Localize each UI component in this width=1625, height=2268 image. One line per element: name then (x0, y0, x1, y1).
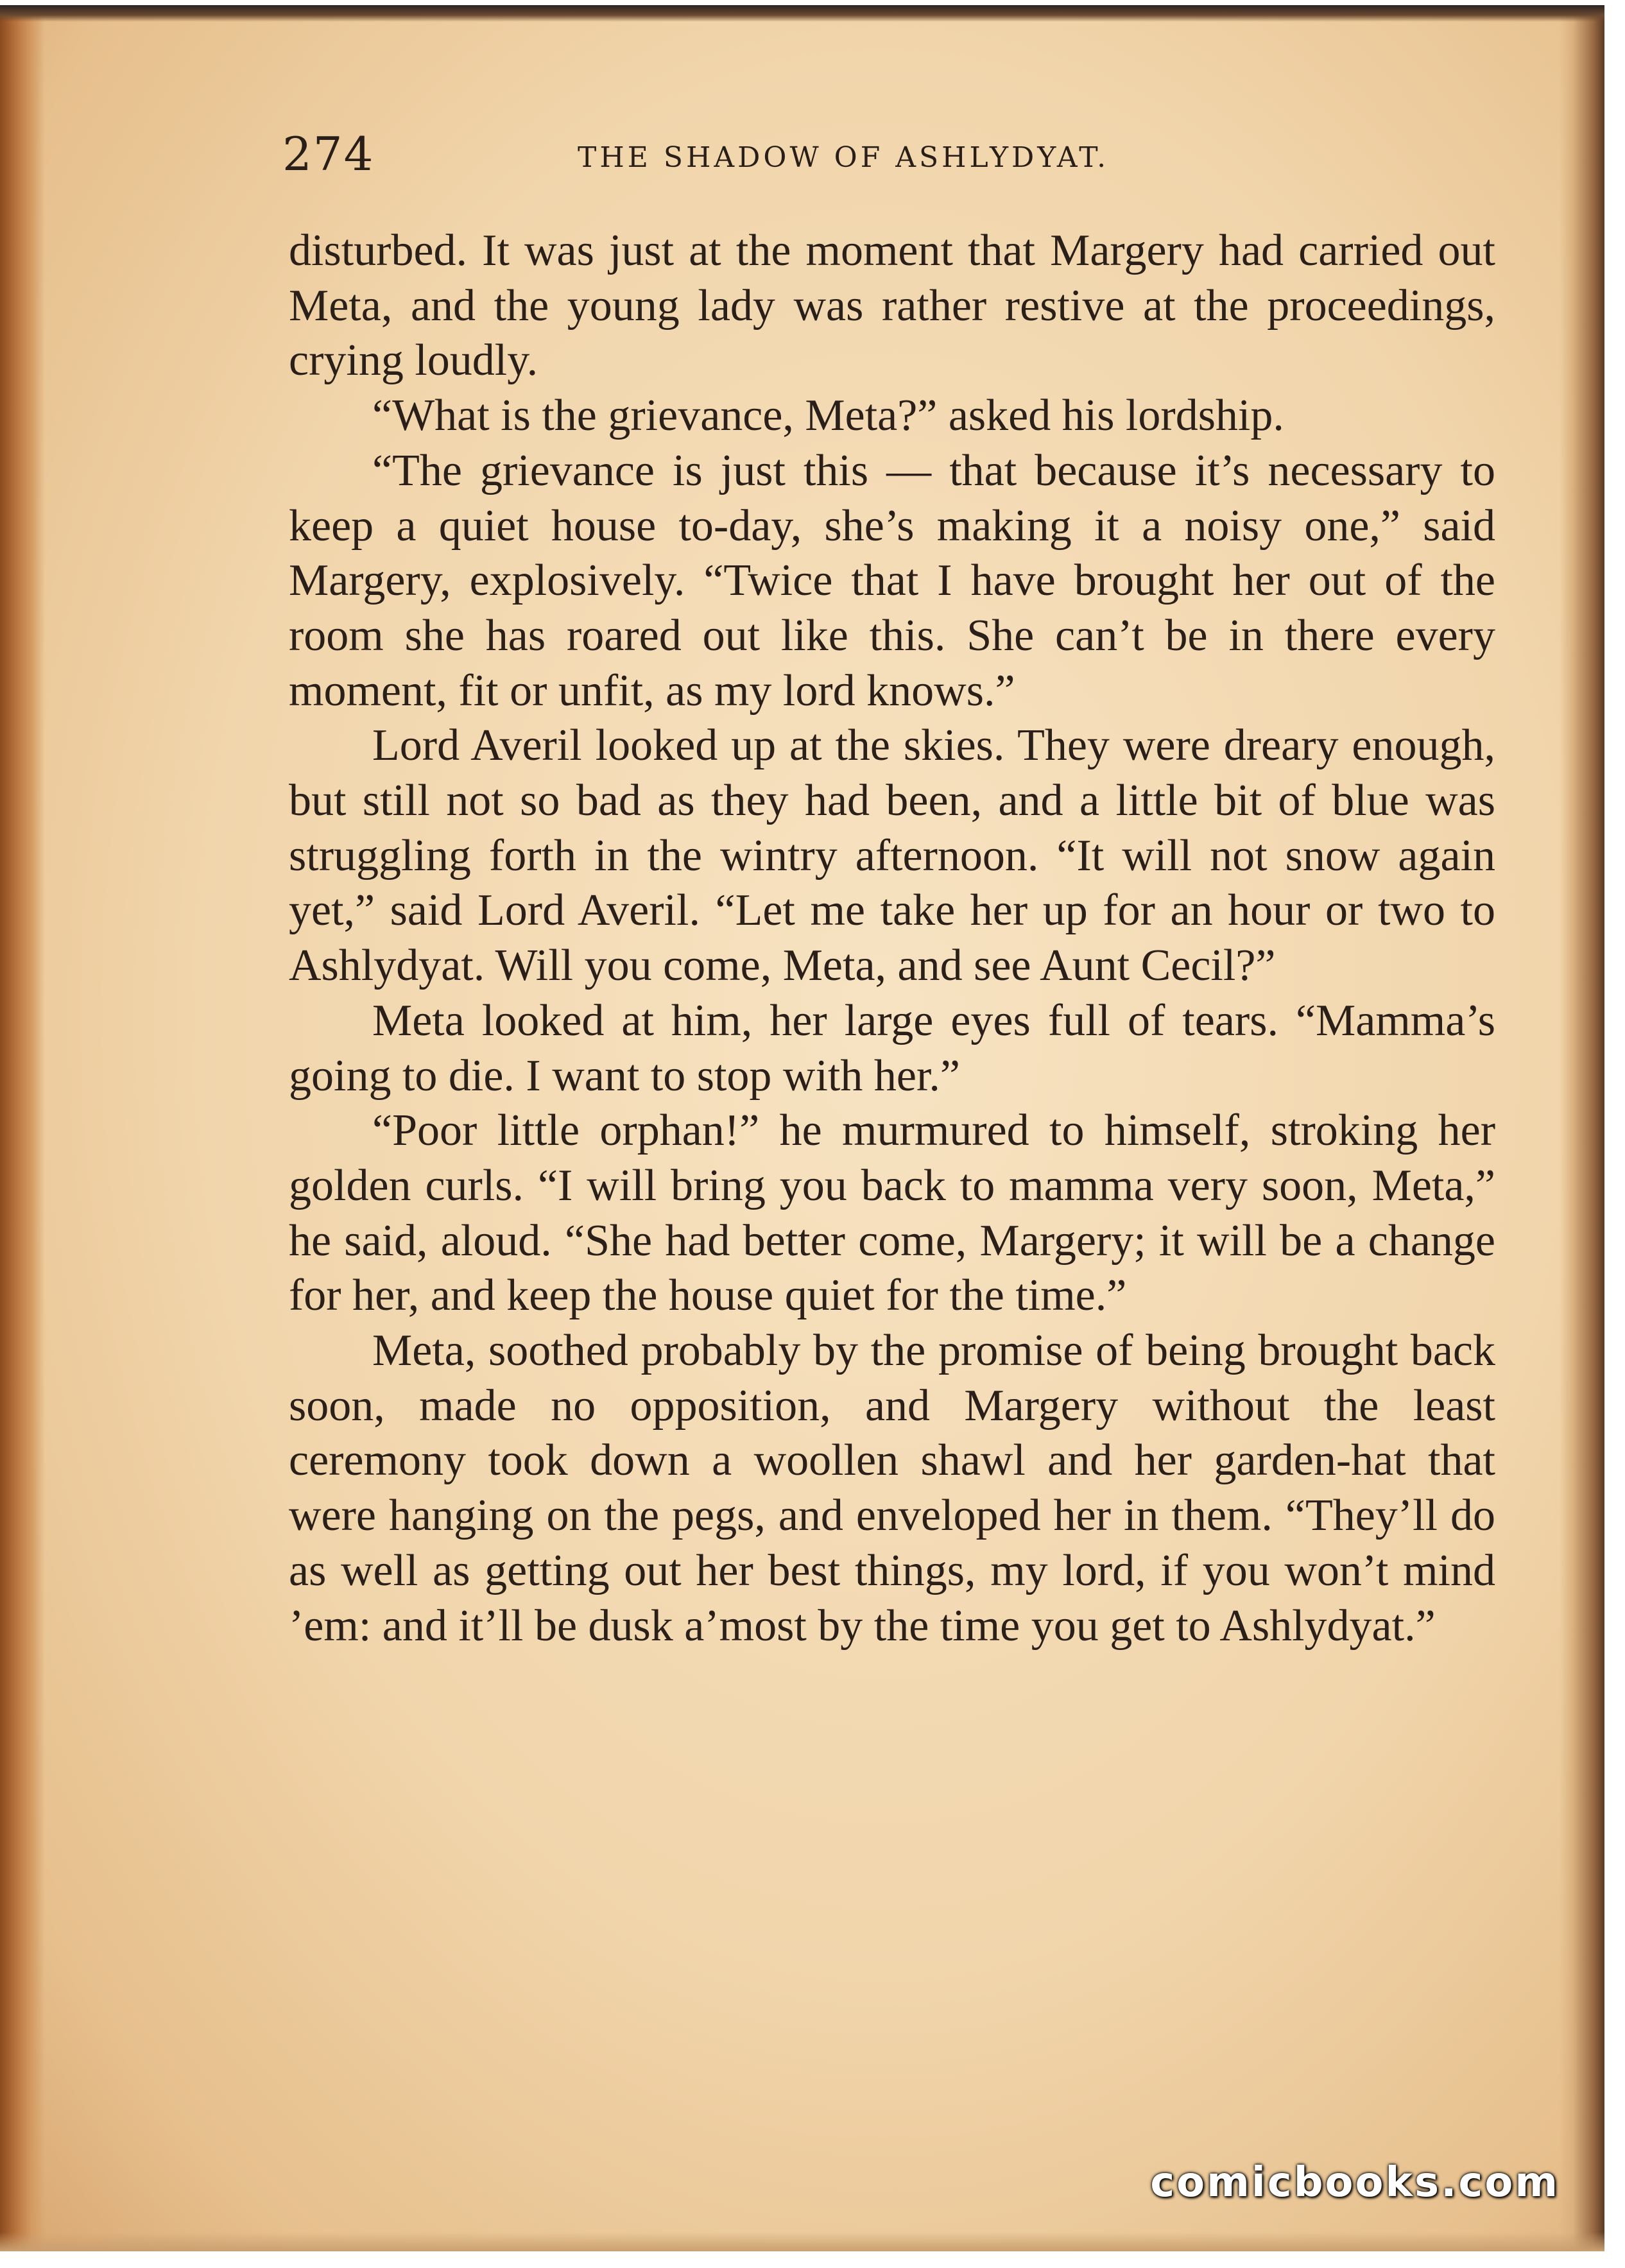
book-page (0, 5, 1604, 2251)
running-head (282, 127, 1502, 191)
page-number: 274 (282, 127, 375, 181)
paragraph: disturbed. It was just at the moment that Margery had carried out Meta, and the young lady was rather restive at the proceedings, crying loudly. (289, 226, 1495, 386)
book-title: THE SHADOW OF ASHLYDYAT. (578, 141, 1110, 174)
page-edge-right (1560, 5, 1604, 2251)
paragraph: “The grievance is just this — that because it’s necessary to keep a quiet house to-day, she’s making it a noisy one,” said Margery, explosively. “Twice that I have brought her out of the room she has roared out like this. She can’t be in there every moment, fit or unfit, as my lord knows.” (289, 445, 1495, 716)
book-spine-shadow (0, 5, 45, 2251)
paragraph: Meta, soothed probably by the promise of being brought back soon, made no opposition, and Margery without the least ceremony took down a woollen shawl and her garden-hat that were hanging on the pegs, and enveloped her in them. “They’ll do as well as getting out her best things, my lord, if you won’t mind ’em: and it’ll be dusk a’most by the time you get to Ashlydyat.” (289, 1326, 1495, 1651)
paragraph: Meta looked at him, her large eyes full of tears. “Mamma’s going to die. I want to stop with her.” (289, 995, 1495, 1101)
watermark: comicbooks.com (1150, 2159, 1560, 2206)
paragraph: “Poor little orphan!” he murmured to himself, stroking her golden curls. “I will bring you back to mamma very soon, Meta,” he said, aloud. “She had better come, Margery; it will be a change for her, and keep the house quiet for the time.” (289, 1106, 1495, 1321)
paragraph: Lord Averil looked up at the skies. They were dreary enough, but still not so bad as they had been, and a little bit of blue was struggling forth in the wintry afternoon. “It will not snow again yet,” said Lord Averil. “Let me take her up for an hour or two to Ashlydyat. Will you come, Meta, and see Aunt Cecil?” (289, 721, 1495, 991)
page-edge-top (0, 5, 1604, 22)
paragraph: “What is the grievance, Meta?” asked his lordship. (372, 391, 1284, 441)
body-text (289, 223, 1495, 1653)
page-edge-bottom (0, 2232, 1604, 2251)
